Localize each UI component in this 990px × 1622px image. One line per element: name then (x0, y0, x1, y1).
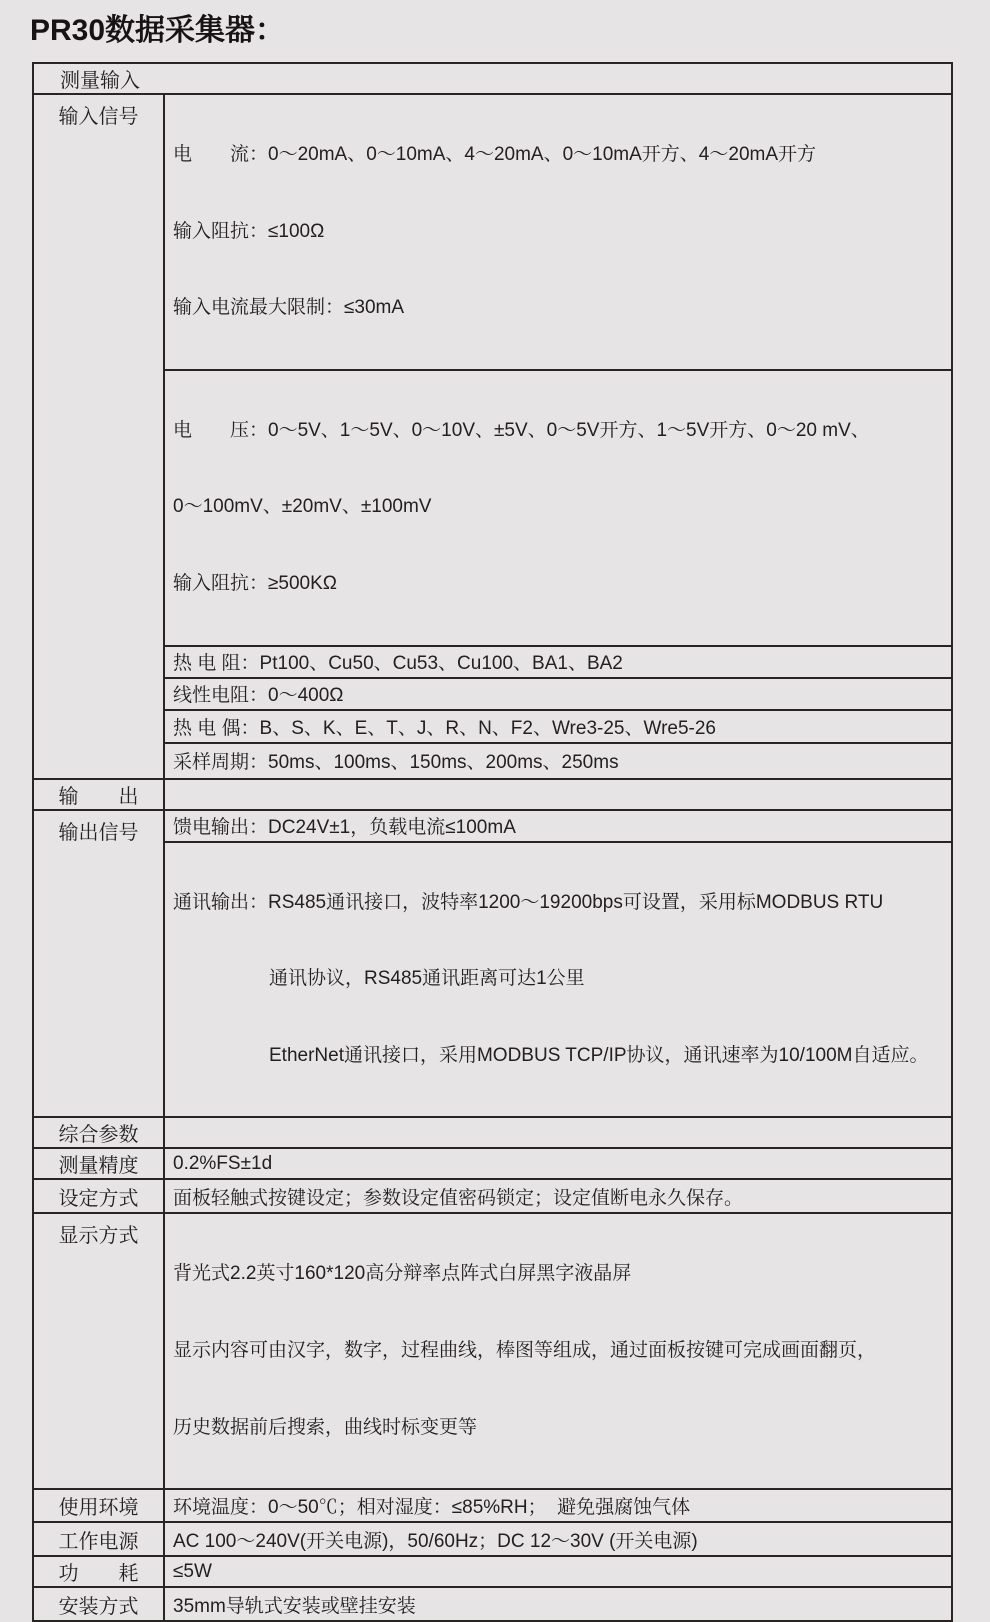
display-label: 显示方式 (33, 1213, 164, 1489)
spec-line: 历史数据前后搜索，曲线时标变更等 (173, 1416, 478, 1438)
spec-line: 0～100mV、±20mV、±100mV (173, 496, 432, 518)
row-output-feed (33, 810, 952, 842)
spec-line: 输入电流最大限制：≤30mA (173, 297, 405, 319)
measure-input-header-cell: 测量输入 (33, 63, 952, 94)
spec-line: 输入阻抗：≥500KΩ (173, 572, 338, 594)
setting-value: 面板轻触式按键设定；参数设定值密码锁定；设定值断电永久保存。 (164, 1179, 952, 1213)
input-signal-label: 输入信号 (33, 94, 164, 779)
row-input-voltage (33, 370, 952, 646)
row-input-rtd (33, 646, 952, 678)
row-input-thermocouple (33, 710, 952, 743)
sampling-period-spec-cell: 采样周期：50ms、100ms、150ms、200ms、250ms (164, 743, 952, 779)
spec-line: 背光式2.2英寸160*120高分辩率点阵式白屏黑字液晶屏 (173, 1263, 632, 1285)
installation-label: 安装方式 (33, 1587, 164, 1621)
row-input-current (33, 94, 952, 370)
row-installation (33, 1587, 952, 1621)
feed-output-spec-cell: 馈电输出：DC24V±1，负载电流≤100mA (164, 810, 952, 842)
environment-value: 环境温度：0～50℃；相对湿度：≤85%RH； 避免强腐蚀气体 (164, 1489, 952, 1522)
row-power (33, 1522, 952, 1556)
spec-table (32, 62, 953, 1622)
consumption-value: ≤5W (164, 1556, 952, 1587)
spec-line: 通讯协议，RS485通讯距离可达1公里 (269, 968, 585, 990)
voltage-spec-cell (164, 370, 952, 646)
spec-line: EtherNet通讯接口，采用MODBUS TCP/IP协议，通讯速率为10/100M自适应。 (269, 1044, 929, 1066)
row-input-sampling-period (33, 743, 952, 779)
power-label: 工作电源 (33, 1522, 164, 1556)
power-value: AC 100～240V(开关电源)，50/60Hz；DC 12～30V (开关电源) (164, 1522, 952, 1556)
spec-line: 通讯输出：RS485通讯接口，波特率1200～19200bps可设置，采用标MODBUS RTU (173, 891, 884, 913)
general-header-cell: 综合参数 (33, 1117, 164, 1148)
row-input-linear-resistance (33, 678, 952, 710)
row-display (33, 1213, 952, 1489)
spec-line: 显示内容可由汉字，数字，过程曲线，棒图等组成，通过面板按键可完成画面翻页， (173, 1339, 877, 1361)
setting-label: 设定方式 (33, 1179, 164, 1213)
row-accuracy (33, 1148, 952, 1179)
output-header-empty-cell (164, 779, 952, 810)
row-environment (33, 1489, 952, 1522)
thermocouple-spec-cell: 热 电 偶：B、S、K、E、T、J、R、N、F2、Wre3-25、Wre5-26 (164, 710, 952, 743)
row-setting (33, 1179, 952, 1213)
page-title: PR30数据采集器： (30, 14, 286, 47)
spec-line: 电 压：0～5V、1～5V、0～10V、±5V、0～5V开方、1～5V开方、0～20 mV、 (173, 419, 870, 441)
row-general-header (33, 1117, 952, 1148)
consumption-label: 功 耗 (33, 1556, 164, 1587)
display-value-cell (164, 1213, 952, 1489)
row-consumption (33, 1556, 952, 1587)
linear-resistance-spec-cell: 线性电阻：0～400Ω (164, 678, 952, 710)
rtd-spec-cell: 热 电 阻：Pt100、Cu50、Cu53、Cu100、BA1、BA2 (164, 646, 952, 678)
row-measure-input-header (33, 63, 952, 94)
row-output-comm (33, 842, 952, 1118)
comm-output-spec-cell (164, 842, 952, 1118)
environment-label: 使用环境 (33, 1489, 164, 1522)
installation-value: 35mm导轨式安装或壁挂安装 (164, 1587, 952, 1621)
accuracy-value: 0.2%FS±1d (164, 1148, 952, 1179)
general-header-empty-cell (164, 1117, 952, 1148)
spec-line: 输入阻抗：≤100Ω (173, 220, 325, 242)
row-output-header (33, 779, 952, 810)
spec-line: 电 流：0～20mA、0～10mA、4～20mA、0～10mA开方、4～20mA开方 (173, 144, 817, 165)
current-spec-cell (164, 94, 952, 370)
output-signal-label: 输出信号 (33, 810, 164, 1118)
output-header-cell: 输 出 (33, 779, 164, 810)
accuracy-label: 测量精度 (33, 1148, 164, 1179)
